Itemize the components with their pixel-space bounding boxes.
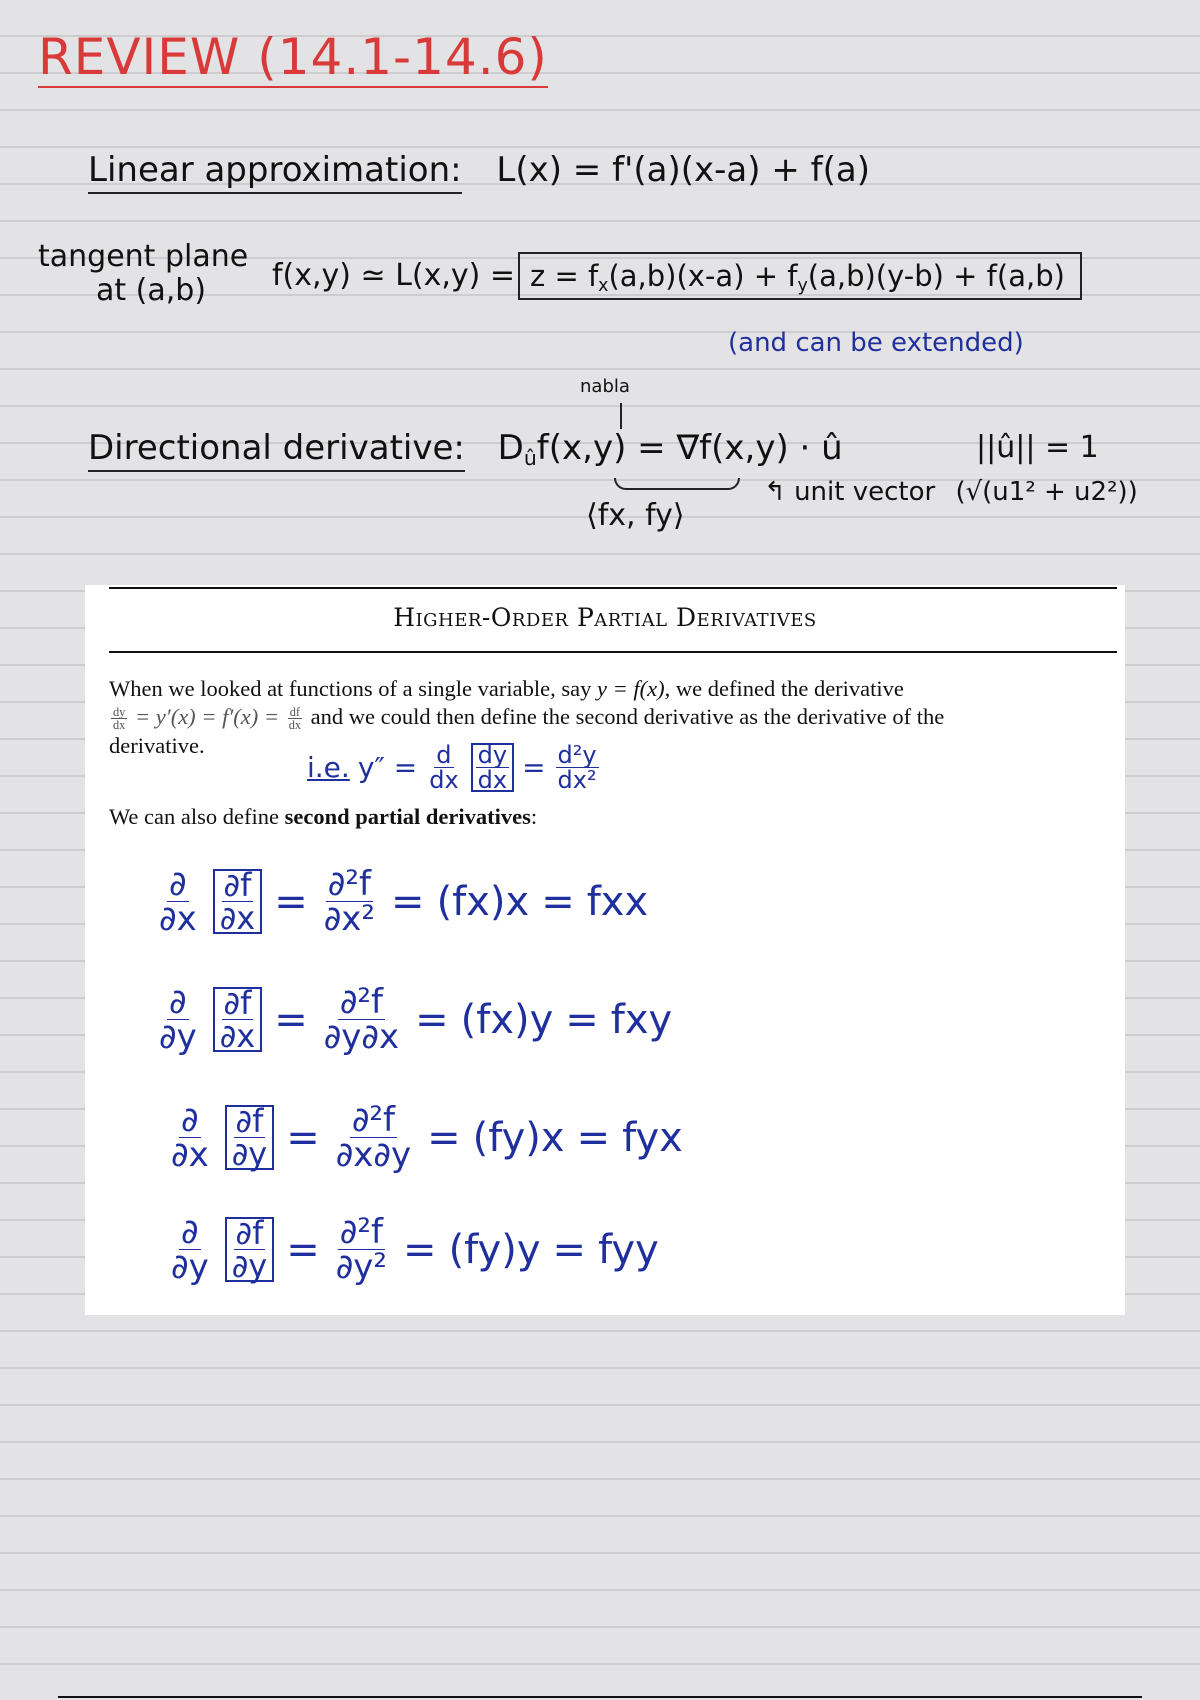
directional-row	[88, 428, 843, 470]
title-rule	[109, 651, 1117, 653]
function-eq: y = f(x)	[596, 676, 665, 701]
nabla-label: nabla	[580, 376, 630, 397]
intro-paragraph: When we looked at functions of a single variable, say y = f(x), we defined the derivative $\frac{dy}{dx}$ = y′(x) = f′(x) = $\frac{df}{dx}$ and we could then define the second derivative as the derivative of the derivative.	[109, 676, 945, 758]
tangent-label-line2: at (a,b)	[96, 273, 207, 308]
gradient-components: ⟨fx, fy⟩	[586, 498, 685, 533]
tangent-plane-formula-box	[518, 252, 1082, 300]
equation-fyy: $\frac{\partial}{\partial y}$ $\frac{\partial f}{\partial y}$ = $\frac{\text{∂²f}}{\text{∂y²}}$ = (fy)y = fyy	[171, 1212, 659, 1287]
nabla-pointer-line	[620, 403, 622, 429]
page-title	[38, 28, 548, 86]
extended-note: (and can be extended)	[728, 328, 1024, 358]
derivative-notation: $\frac{dy}{dx}$ = y′(x) = f′(x) = $\frac{df}{dx}$	[113, 704, 302, 733]
linear-approx-formula: L(x) = f'(a)(x-a) + f(a)	[496, 150, 870, 190]
top-rule	[109, 587, 1117, 589]
dot-u-term: · û	[799, 428, 843, 468]
unit-vector-note-row	[764, 477, 1138, 507]
higher-order-card	[85, 585, 1125, 1315]
linear-approx-row	[88, 150, 870, 190]
title-text: REVIEW (14.1-14.6)	[38, 28, 548, 86]
directional-lhs: $D_ûf(x,y)$ =	[497, 428, 677, 471]
tangent-plane-formula: $z = f_x(a,b)(x-a) + f_y(a,b)(y-b) + f(a,b)$	[530, 259, 1065, 297]
gradient-term: ∇f(x,y)	[676, 428, 789, 468]
equation-fxx: $\frac{\partial}{\partial x}$ $\frac{\partial f}{\partial x}$ = $\frac{\text{∂²f}}{\text{∂x²}}$ = (fx)x = fxx	[159, 864, 649, 939]
equation-fxy: $\frac{\partial}{\partial y}$ $\frac{\partial f}{\partial x}$ = $\frac{\text{∂²f}}{\partial y\partial x}$ = (fx)y = fxy	[159, 982, 673, 1057]
unit-norm: ||û|| = 1	[976, 430, 1099, 465]
equation-fyx: $\frac{\partial}{\partial x}$ $\frac{\partial f}{\partial y}$ = $\frac{\text{∂²f}}{\partial x\partial y}$ = (fy)x = fyx	[171, 1100, 683, 1175]
bottom-rule	[58, 1696, 1142, 1698]
linear-approx-label: Linear approximation:	[88, 150, 462, 194]
tangent-label-line1: tangent plane	[38, 239, 249, 274]
second-partials-intro: We can also define second partial derivatives:	[109, 804, 538, 829]
card-title: Higher-Order Partial Derivatives	[393, 603, 817, 632]
unit-vector-formula: (√(u1² + u2²))	[955, 477, 1138, 507]
arrow-icon: ↰	[764, 477, 786, 507]
directional-label: Directional derivative:	[88, 428, 465, 472]
gradient-brace	[614, 478, 740, 490]
ie-equation: i.e. y″ = $\frac{d}{dx}$ $\frac{dy}{dx}$ = $\frac{\text{d²y}}{\text{dx²}}$	[307, 741, 597, 794]
unit-vector-note: unit vector	[794, 477, 936, 507]
tangent-lhs: f(x,y) ≃ L(x,y) =	[272, 258, 516, 293]
tangent-plane-label	[38, 240, 248, 308]
